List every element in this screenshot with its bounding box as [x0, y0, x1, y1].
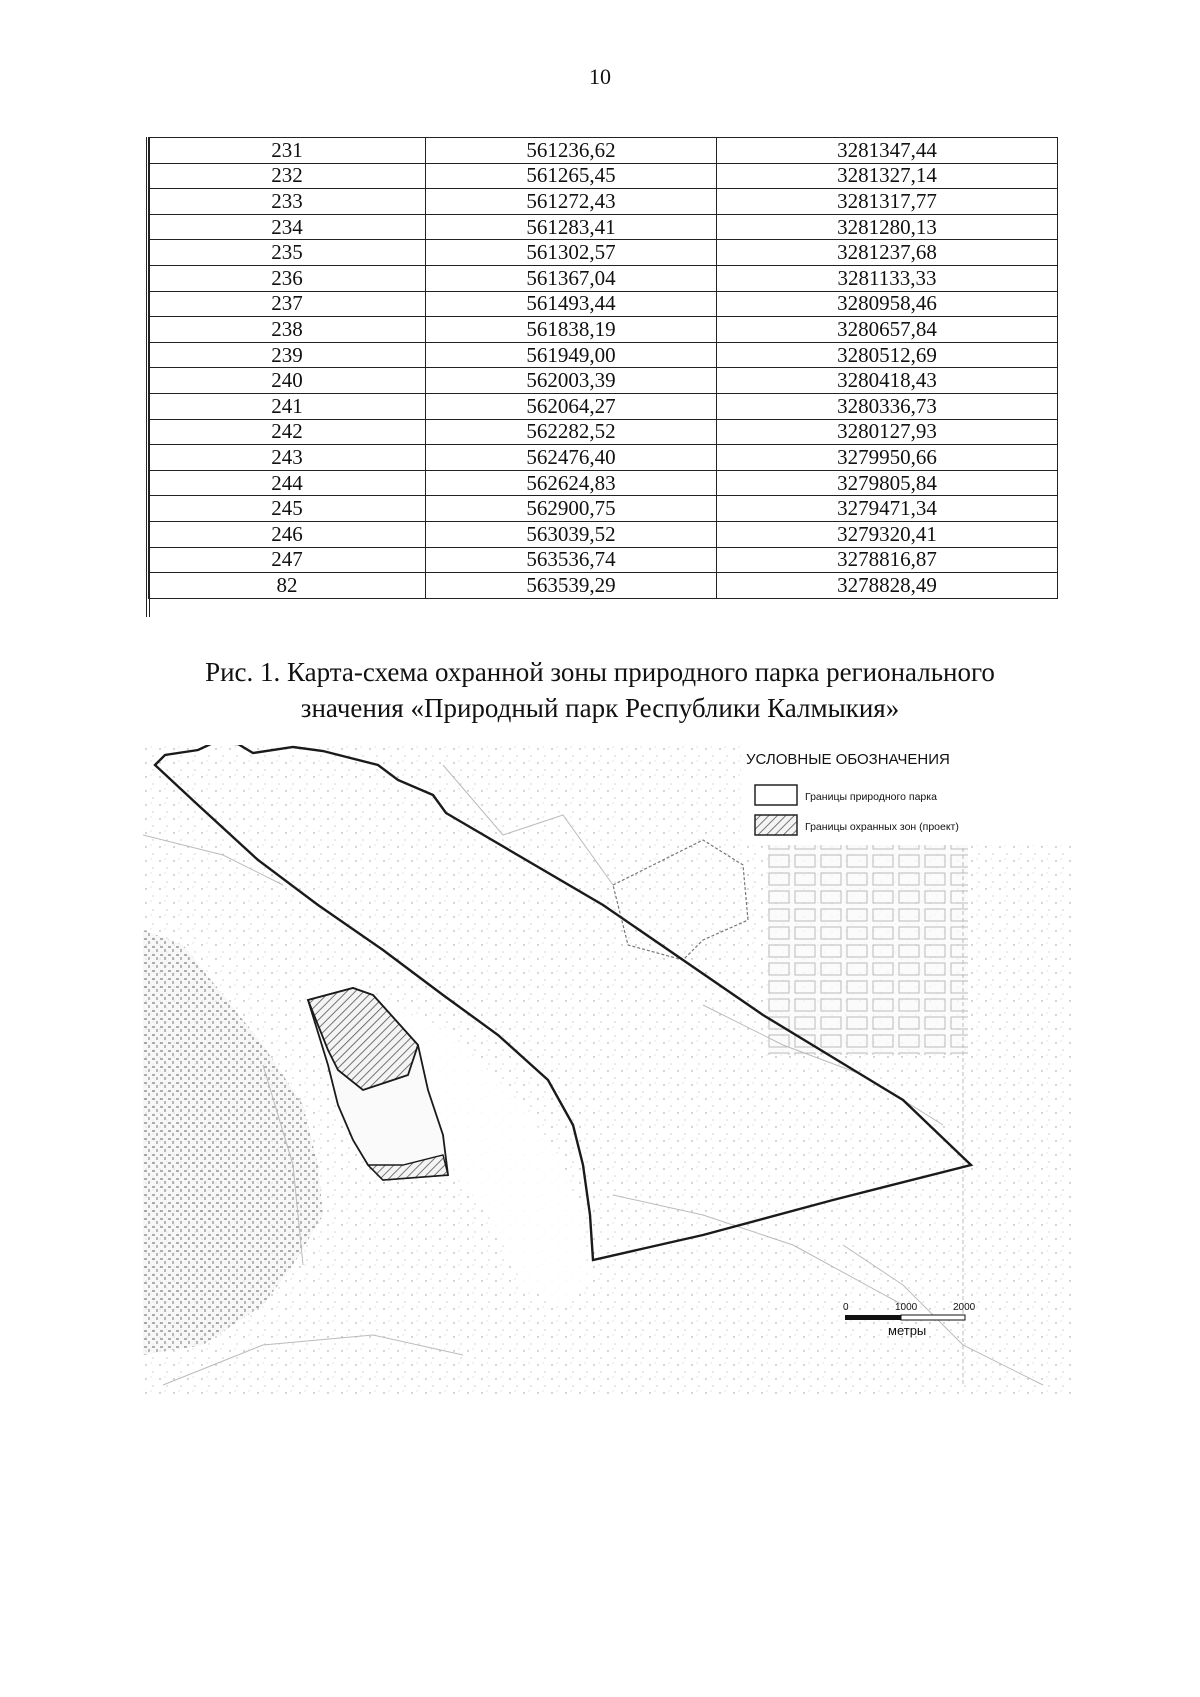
y-coordinate-cell: 3281327,14: [717, 163, 1058, 189]
figure-caption-line-1: Рис. 1. Карта-схема охранной зоны природного парка регионального: [205, 657, 995, 687]
map-scheme: [143, 745, 1073, 1395]
point-number-cell: 247: [149, 547, 426, 573]
scale-tick-0: 0: [843, 1302, 849, 1313]
table-row: [149, 547, 1058, 573]
x-coordinate-cell: 561302,57: [426, 240, 717, 266]
legend-outline-swatch: [755, 785, 797, 805]
figure-caption: [0, 654, 1200, 726]
x-coordinate-cell: 561272,43: [426, 189, 717, 215]
scale-tick-2000: 2000: [953, 1302, 976, 1313]
scale-segment-black: [845, 1315, 901, 1320]
point-number-cell: 241: [149, 393, 426, 419]
y-coordinate-cell: 3281133,33: [717, 265, 1058, 291]
x-coordinate-cell: 561265,45: [426, 163, 717, 189]
y-coordinate-cell: 3281280,13: [717, 214, 1058, 240]
table-row: [149, 342, 1058, 368]
x-coordinate-cell: 561493,44: [426, 291, 717, 317]
table-row: [149, 521, 1058, 547]
table-row: [149, 240, 1058, 266]
legend-hatched-swatch: [755, 815, 797, 835]
coordinates-table: [148, 137, 1058, 599]
x-coordinate-cell: 562624,83: [426, 470, 717, 496]
table-row: [149, 265, 1058, 291]
table-row: [149, 419, 1058, 445]
point-number-cell: 82: [149, 573, 426, 599]
y-coordinate-cell: 3279950,66: [717, 445, 1058, 471]
table-row: [149, 573, 1058, 599]
y-coordinate-cell: 3278828,49: [717, 573, 1058, 599]
y-coordinate-cell: 3281237,68: [717, 240, 1058, 266]
point-number-cell: 239: [149, 342, 426, 368]
x-coordinate-cell: 562476,40: [426, 445, 717, 471]
x-coordinate-cell: 562282,52: [426, 419, 717, 445]
point-number-cell: 245: [149, 496, 426, 522]
x-coordinate-cell: 562003,39: [426, 368, 717, 394]
y-coordinate-cell: 3280657,84: [717, 317, 1058, 343]
scale-unit: метры: [888, 1323, 927, 1338]
page-number: 10: [589, 64, 611, 89]
y-coordinate-cell: 3279320,41: [717, 521, 1058, 547]
table-row: [149, 470, 1058, 496]
table-row: [149, 189, 1058, 215]
x-coordinate-cell: 562064,27: [426, 393, 717, 419]
x-coordinate-cell: 563039,52: [426, 521, 717, 547]
legend-item-park-boundary: Границы природного парка: [805, 791, 937, 803]
table-row: [149, 317, 1058, 343]
y-coordinate-cell: 3280512,69: [717, 342, 1058, 368]
table-row: [149, 368, 1058, 394]
y-coordinate-cell: 3278816,87: [717, 547, 1058, 573]
table-row: [149, 393, 1058, 419]
legend-item-protection-zone: Границы охранных зон (проект): [805, 821, 959, 833]
y-coordinate-cell: 3281317,77: [717, 189, 1058, 215]
x-coordinate-cell: 563539,29: [426, 573, 717, 599]
point-number-cell: 244: [149, 470, 426, 496]
coordinates-table-body: [149, 138, 1058, 599]
point-number-cell: 235: [149, 240, 426, 266]
x-coordinate-cell: 561838,19: [426, 317, 717, 343]
y-coordinate-cell: 3280127,93: [717, 419, 1058, 445]
table-row: [149, 496, 1058, 522]
x-coordinate-cell: 561236,62: [426, 138, 717, 164]
y-coordinate-cell: 3279471,34: [717, 496, 1058, 522]
x-coordinate-cell: 563536,74: [426, 547, 717, 573]
scale-segment-white: [901, 1315, 965, 1320]
point-number-cell: 237: [149, 291, 426, 317]
map-legend: [741, 745, 1073, 845]
table-row: [149, 214, 1058, 240]
point-number-cell: 243: [149, 445, 426, 471]
map-svg: [143, 745, 1073, 1395]
y-coordinate-cell: 3280418,43: [717, 368, 1058, 394]
x-coordinate-cell: 561949,00: [426, 342, 717, 368]
legend-title: УСЛОВНЫЕ ОБОЗНАЧЕНИЯ: [746, 751, 950, 768]
y-coordinate-cell: 3280958,46: [717, 291, 1058, 317]
y-coordinate-cell: 3279805,84: [717, 470, 1058, 496]
x-coordinate-cell: 562900,75: [426, 496, 717, 522]
point-number-cell: 234: [149, 214, 426, 240]
table-row: [149, 445, 1058, 471]
point-number-cell: 232: [149, 163, 426, 189]
point-number-cell: 246: [149, 521, 426, 547]
x-coordinate-cell: 561367,04: [426, 265, 717, 291]
point-number-cell: 231: [149, 138, 426, 164]
point-number-cell: 238: [149, 317, 426, 343]
point-number-cell: 242: [149, 419, 426, 445]
y-coordinate-cell: 3280336,73: [717, 393, 1058, 419]
point-number-cell: 236: [149, 265, 426, 291]
y-coordinate-cell: 3281347,44: [717, 138, 1058, 164]
x-coordinate-cell: 561283,41: [426, 214, 717, 240]
figure-caption-line-2: значения «Природный парк Республики Калмыкия»: [300, 693, 900, 723]
point-number-cell: 233: [149, 189, 426, 215]
table-row: [149, 138, 1058, 164]
scale-tick-1000: 1000: [895, 1302, 918, 1313]
table-row: [149, 291, 1058, 317]
table-row: [149, 163, 1058, 189]
point-number-cell: 240: [149, 368, 426, 394]
